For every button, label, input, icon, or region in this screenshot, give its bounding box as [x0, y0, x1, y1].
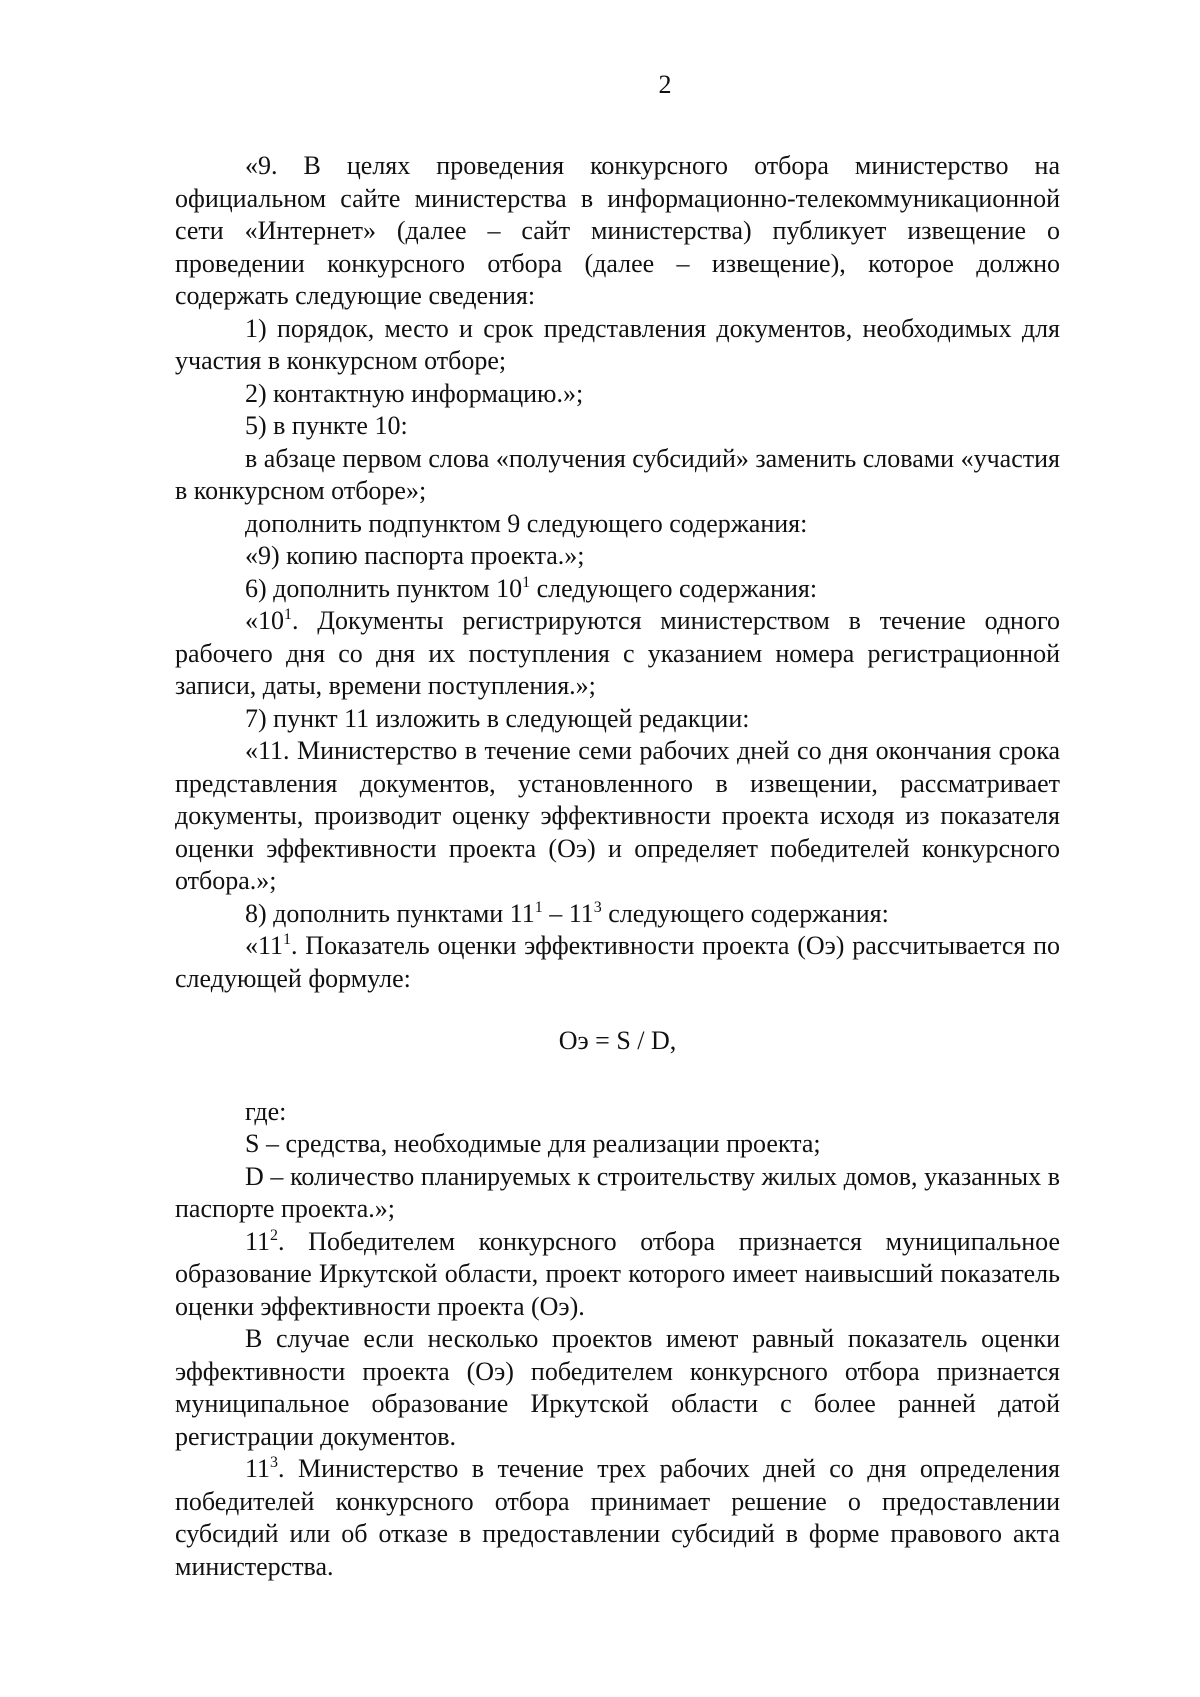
paragraph-def-d: D – количество планируемых к строительству жилых домов, указанных в паспорте проекта.»;	[175, 1161, 1060, 1223]
paragraph-amend-8: 8) дополнить пунктами $11^1 - 11^3$ следующего содержания:	[245, 898, 889, 928]
paragraph-item-11-2: $11^2$. Победителем конкурсного отбора признается муниципальное образование Иркутской области, проект которого имеет наивысший показатель оценки эффективности проекта (Оэ).	[175, 1226, 1060, 1321]
paragraph-def-s: S – средства, необходимые для реализации проекта;	[245, 1129, 821, 1158]
paragraph-item-10-1: «$10^1$. Документы регистрируются министерством в течение одного рабочего дня со дня их поступления с указанием номера регистрационной записи, даты, времени поступления.»;	[175, 606, 1060, 700]
paragraph-amend-5-text: в абзаце первом слова «получения субсидий» заменить словами «участия в конкурсном отборе»;	[175, 443, 1060, 505]
paragraph-amend-add: дополнить подпунктом 9 следующего содержания:	[245, 508, 808, 538]
paragraph-subitem-9: «9) копию паспорта проекта.»;	[245, 541, 585, 570]
paragraph-amend-5: 5) в пункте 10:	[245, 411, 408, 440]
formula: Оэ = S / D,	[558, 1026, 677, 1055]
paragraph-amend-6: 6) дополнить пунктом $10^1$ следующего содержания:	[245, 573, 818, 603]
paragraph-item-9: «9. В целях проведения конкурсного отбора министерство на официальном сайте министерства в информационно-телекоммуникационной сети «Интернет» (далее – сайт министерства) публикует извещение о проведении конкурсного отбора (далее – извещение), которое должно содержать следующие сведения:	[175, 151, 1060, 310]
paragraph-item-11-3: $11^3$. Министерство в течение трех рабочих дней со дня определения победителей конкурсного отбора принимает решение о предоставлении субсидий или об отказе в предоставлении субсидий в форме правового акта министерства.	[175, 1454, 1060, 1581]
paragraph-subitem-2: 2) контактную информацию.»;	[245, 378, 584, 408]
paragraph-subitem-1: 1) порядок, место и срок представления документов, необходимых для участия в конкурсном отборе;	[175, 313, 1060, 375]
paragraph-tie-rule: В случае если несколько проектов имеют равный показатель оценки эффективности проекта (Оэ) победителем конкурсного отбора признается муниципальное образование Иркутской области с более ранней датой регистрации документов.	[175, 1324, 1060, 1451]
document-body	[175, 150, 1060, 1583]
paragraph-amend-7: 7) пункт 11 изложить в следующей редакции:	[245, 703, 750, 733]
paragraph-where: где:	[245, 1096, 287, 1126]
paragraph-item-11: «11. Министерство в течение семи рабочих дней со дня окончания срока представления документов, установленного в извещении, рассматривает документы, производит оценку эффективности проекта исходя из показателя оценки эффективности проекта (Оэ) и определяет победителей конкурсного отбора.»;	[175, 736, 1060, 895]
page-number: 2	[658, 70, 672, 99]
paragraph-item-11-1: «$11^1$. Показатель оценки эффективности проекта (Оэ) рассчитывается по следующей формуле:	[175, 931, 1060, 993]
